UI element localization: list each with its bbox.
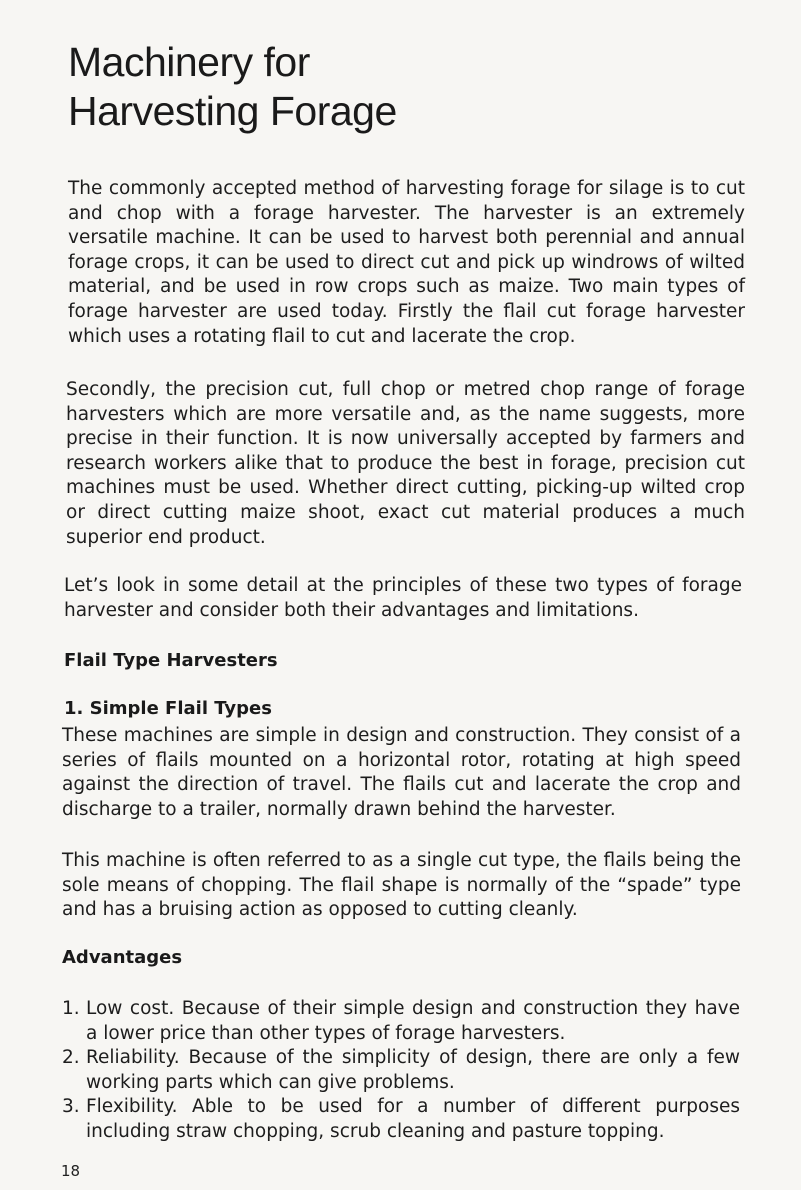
list-item <box>62 997 740 1046</box>
intro-paragraph: The commonly accepted method of harvesting forage for silage is to cut and chop with a forage harvester. The harvester is an extremely versatile machine. It can be used to harvest both perennial and annual forage crops, it can be used to direct cut and pick up windrows of wilted material, and be used in row crops such as maize. Two main types of forage harvester are used today. Firstly the flail cut forage harvester which uses a rotating flail to cut and lacerate the crop. <box>68 178 745 347</box>
list-item-number: 1. <box>62 998 80 1019</box>
list-item-text: Low cost. Because of their simple design and construction they have a lower price than other types of forage harvesters. <box>86 998 740 1044</box>
subsection-heading: 1. Simple Flail Types <box>64 698 272 719</box>
list-item <box>62 1046 740 1095</box>
section-heading: Flail Type Harvesters <box>64 650 278 671</box>
title-line-2: Harvesting Forage <box>68 88 397 134</box>
precision-cut-paragraph: Secondly, the precision cut, full chop or metred chop range of forage harvesters which are more versatile and, as the name suggests, more precise in their function. It is now universally accepted by farmers and research workers alike that to produce the best in forage, precision cut machines must be used. Whether direct cutting, picking-up wilted crop or direct cutting maize shoot, exact cut material produces a much superior end product. <box>66 379 745 548</box>
list-item <box>62 1095 740 1144</box>
list-item-number: 2. <box>62 1047 80 1068</box>
title-line-1: Machinery for <box>68 39 310 85</box>
list-item-text: Reliability. Because of the simplicity of design, there are only a few working parts which can give problems. <box>86 1047 740 1093</box>
advantages-list <box>62 997 740 1144</box>
flail-description-paragraph: These machines are simple in design and construction. They consist of a series of flails mounted on a horizontal rotor, rotating at high speed against the direction of travel. The flails cut and lacerate the crop and discharge to a trailer, normally drawn behind the harvester. <box>62 725 741 820</box>
page-number: 18 <box>61 1162 81 1180</box>
page-title <box>68 38 397 136</box>
single-cut-paragraph: This machine is often referred to as a single cut type, the flails being the sole means of chopping. The flail shape is normally of the “spade” type and has a bruising action as opposed to cutting cleanly. <box>62 850 741 921</box>
overview-paragraph: Let’s look in some detail at the principles of these two types of forage harvester and consider both their advantages and limitations. <box>64 575 742 621</box>
advantages-heading: Advantages <box>62 947 183 968</box>
list-item-text: Flexibility. Able to be used for a number of different purposes including straw chopping, scrub cleaning and pasture topping. <box>86 1096 740 1142</box>
list-item-number: 3. <box>62 1096 80 1117</box>
